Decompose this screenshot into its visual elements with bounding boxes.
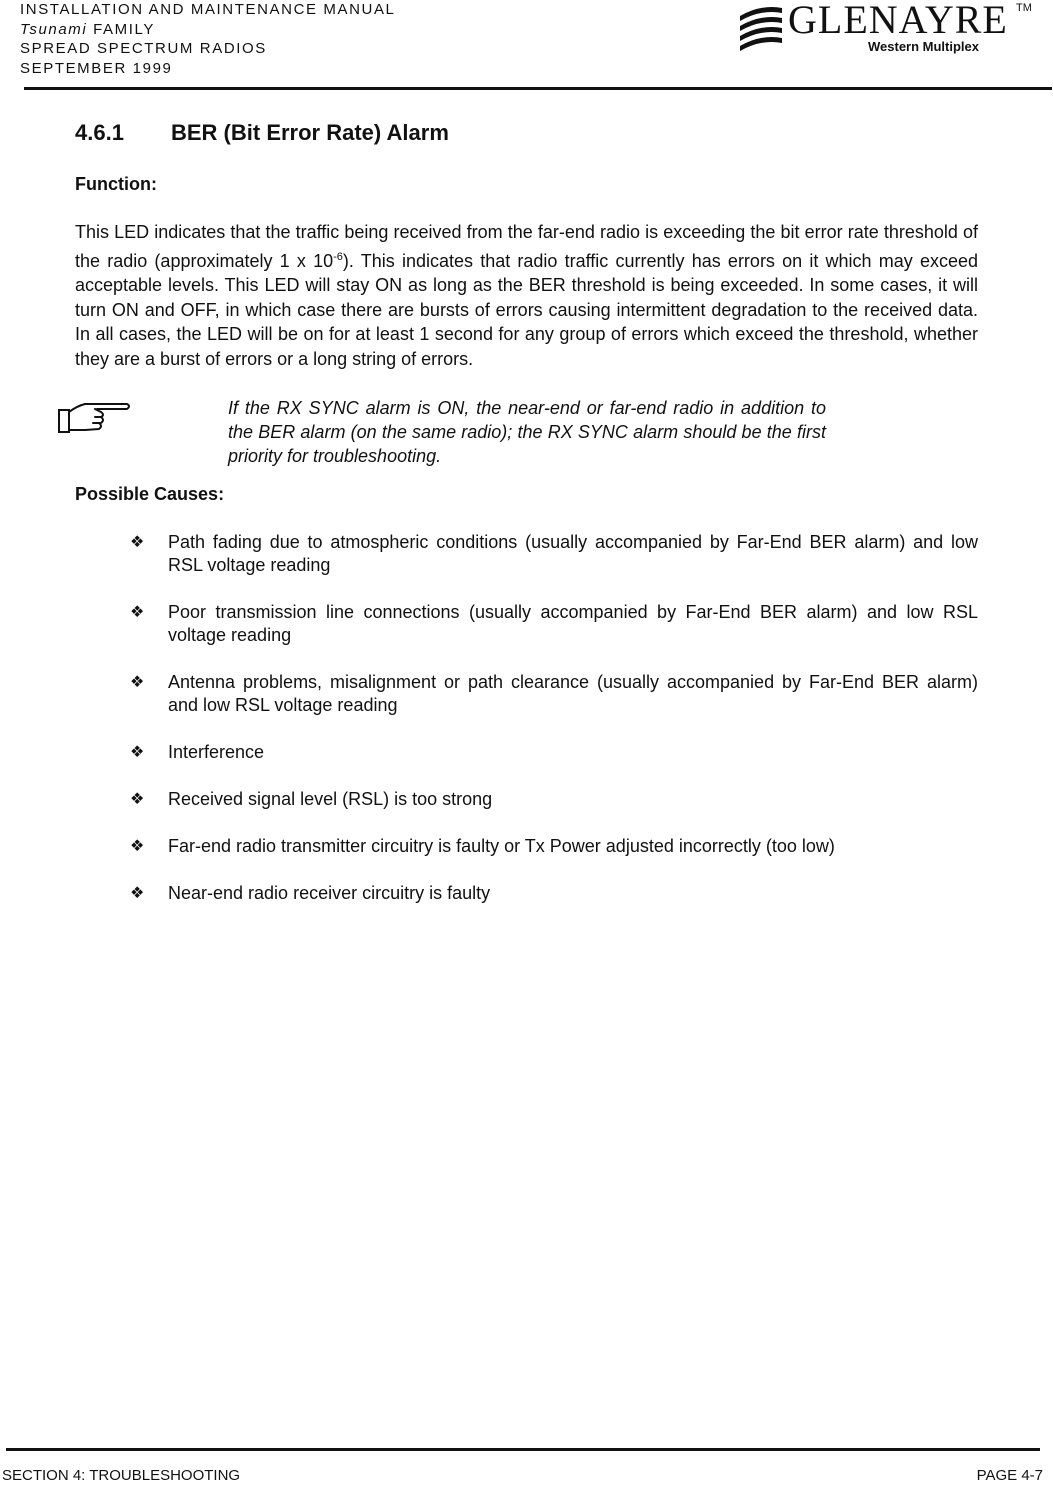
header-product: SPREAD SPECTRUM RADIOS <box>20 40 267 57</box>
list-item <box>75 671 978 717</box>
section-title: BER (Bit Error Rate) Alarm <box>171 120 449 145</box>
cause-text: Interference <box>168 742 265 762</box>
cause-text: Antenna problems, misalignment or path clearance (usually accompanied by Far-End BER alarm) and low RSL voltage reading <box>168 672 978 715</box>
cause-text: Far-end radio transmitter circuitry is faulty or Tx Power adjusted incorrectly (too low) <box>168 836 835 856</box>
footer-divider <box>6 1448 1040 1451</box>
diamond-bullet-icon: ❖ <box>130 534 145 551</box>
section-heading <box>75 120 978 160</box>
list-item <box>75 882 978 905</box>
function-label: Function: <box>75 174 157 194</box>
section-number: 4.6.1 <box>75 120 124 145</box>
causes-list <box>75 531 978 905</box>
list-item <box>75 835 978 858</box>
paragraph-part-2: ). This indicates that radio traffic currently has errors on it which may exceed acceptable levels. This LED will stay ON as long as the BER threshold is being exceeded. In some cases, it will turn ON and OFF, in which case there are bursts of errors causing intermittent degradation to the received data. In all cases, the LED will be on for at least 1 second for any group of errors which exceed the threshold, whether they are a burst of errors or a long string of errors. <box>75 250 978 369</box>
header-family-suffix: FAMILY <box>87 20 155 38</box>
diamond-bullet-icon: ❖ <box>130 744 145 761</box>
logo-wave-icon <box>736 2 786 54</box>
diamond-bullet-icon: ❖ <box>130 838 145 855</box>
function-paragraph <box>75 220 978 371</box>
diamond-bullet-icon: ❖ <box>130 791 145 808</box>
cause-text: Near-end radio receiver circuitry is faulty <box>168 883 491 903</box>
cause-text: Received signal level (RSL) is too strong <box>168 789 493 809</box>
paragraph-part-1: This LED indicates that the traffic being received from the far-end radio is exceeding the bit error rate threshold of the radio (approximately 1 x 10 <box>75 222 978 271</box>
header-divider <box>24 87 1052 90</box>
page-header <box>20 0 1050 90</box>
header-manual-title: INSTALLATION AND MAINTENANCE MANUAL <box>20 1 396 18</box>
logo-subtitle: Western Multiplex <box>868 39 980 54</box>
page-content <box>75 120 978 929</box>
paragraph-exponent: -6 <box>333 250 343 263</box>
list-item <box>75 741 978 764</box>
logo-wordmark: GLENAYRE <box>788 0 1008 42</box>
pointing-hand-icon <box>55 396 133 436</box>
glenayre-logo <box>736 0 1036 62</box>
header-family-name: Tsunami <box>20 20 88 38</box>
list-item <box>75 531 978 577</box>
logo-trademark: TM <box>1016 2 1032 14</box>
list-item <box>75 601 978 647</box>
footer-page-number: PAGE 4-7 <box>976 1467 1043 1484</box>
header-date: SEPTEMBER 1999 <box>20 59 173 77</box>
header-family <box>20 20 396 40</box>
diamond-bullet-icon: ❖ <box>130 885 145 902</box>
diamond-bullet-icon: ❖ <box>130 604 145 621</box>
diamond-bullet-icon: ❖ <box>130 674 145 691</box>
possible-causes-label: Possible Causes: <box>75 484 225 504</box>
note-block <box>75 396 978 468</box>
list-item <box>75 788 978 811</box>
cause-text: Path fading due to atmospheric conditions (usually accompanied by Far-End BER alarm) and low RSL voltage reading <box>168 532 978 575</box>
header-text <box>20 0 396 78</box>
cause-text: Poor transmission line connections (usually accompanied by Far-End BER alarm) and low RSL voltage reading <box>168 602 978 645</box>
footer-section: SECTION 4: TROUBLESHOOTING <box>2 1467 241 1484</box>
note-text: If the RX SYNC alarm is ON, the near-end or far-end radio in addition to the BER alarm (on the same radio); the RX SYNC alarm should be the first priority for troubleshooting. <box>228 398 826 466</box>
